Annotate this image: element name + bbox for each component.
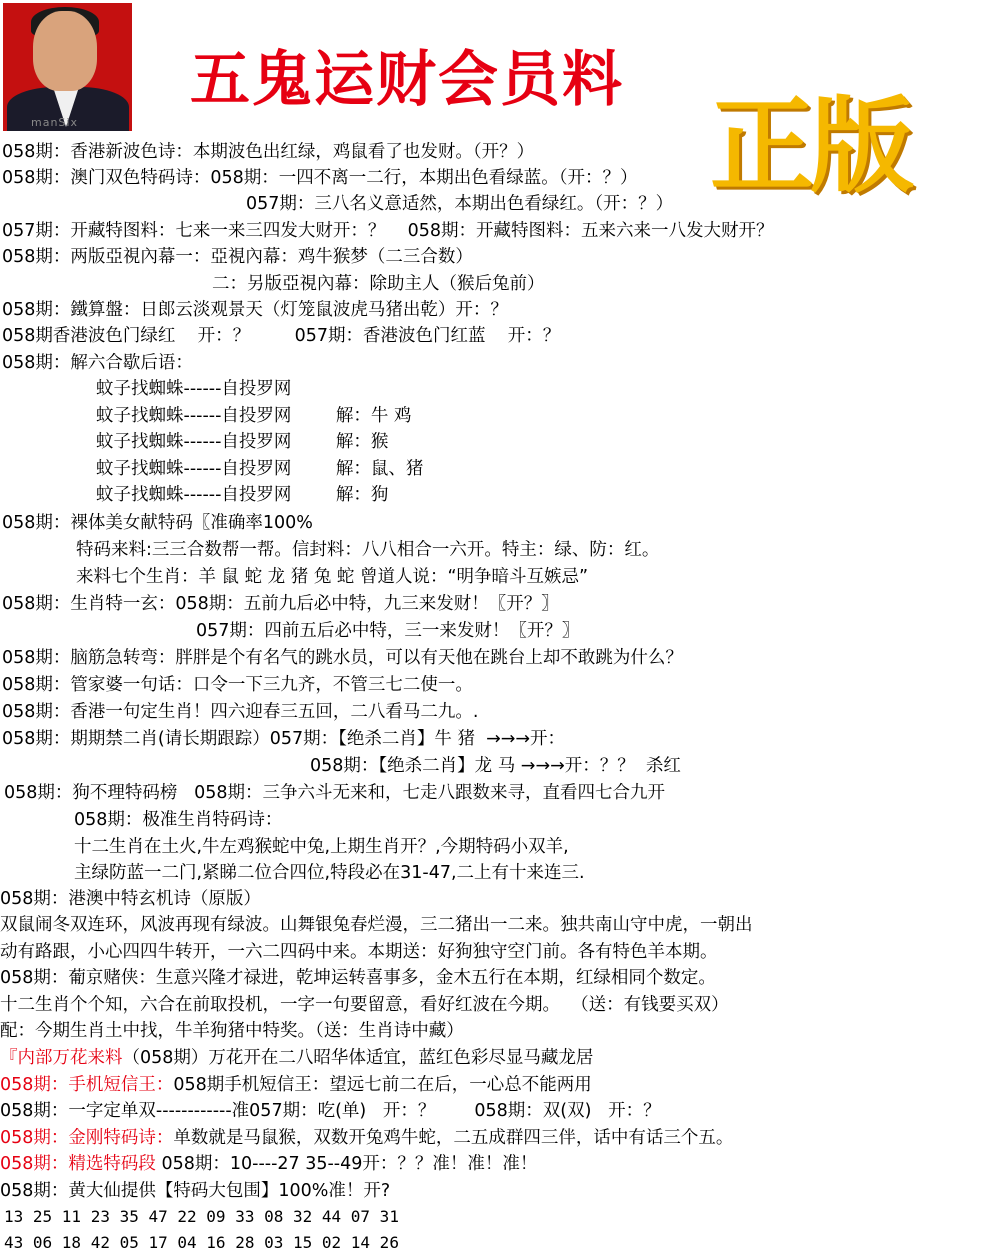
number-row-2: 43 06 18 42 05 17 04 16 28 03 15 02 14 26 xyxy=(4,1233,399,1252)
line-13: 蚊子找蜘蛛------自投罗网 解：鼠、猪 xyxy=(96,459,424,479)
line-35 xyxy=(0,1046,593,1070)
line-38-label: 058期：金刚特码诗： xyxy=(0,1128,174,1148)
line-25: 058期：狗不理特码榜 058期：三争六斗无来和，七走八跟数来寻，直看四七合九开 xyxy=(4,783,665,803)
avatar xyxy=(3,3,132,131)
line-34: 配：今期生肖土中找，牛羊狗猪中特奖。（送：生肖诗中藏） xyxy=(0,1021,464,1041)
line-20: 058期：脑筋急转弯：胖胖是个有名气的跳水员，可以有天他在跳台上却不敢跳为什么？ xyxy=(2,648,683,668)
line-39-label: 058期：精选特码段 xyxy=(0,1154,156,1174)
line-30: 双鼠闹冬双连环，风波再现有绿波。山舞银兔春烂漫，三二猪出一二来。独共南山守中虎，一朝出 xyxy=(0,915,753,935)
line-36 xyxy=(0,1073,592,1097)
line-02: 058期：澳门双色特码诗：058期：一四不离一二行，本期出色看绿蓝。（开：？） xyxy=(2,168,638,188)
line-17: 来料七个生肖：羊 鼠 蛇 龙 猪 兔 蛇 曾道人说：“明争暗斗互嫉忌” xyxy=(76,567,589,587)
line-22: 058期：香港一句定生肖！四六迎春三五回，二八看马二九。. xyxy=(2,702,479,722)
line-35-label: 『内部万花来料 xyxy=(0,1048,123,1068)
line-36-text: 058期手机短信王：望远七前二在后，一心总不能两用 xyxy=(173,1075,592,1095)
avatar-watermark: manSix xyxy=(31,116,78,129)
line-39 xyxy=(0,1152,537,1176)
line-29: 058期：港澳中特玄机诗（原版） xyxy=(0,889,261,909)
line-07: 058期：鐵算盤：日郎云淡观景天（灯笼鼠波虎马猪出乾）开：？ xyxy=(2,300,508,320)
authentic-stamp: 正版 xyxy=(710,84,911,207)
line-04: 057期：开藏特图料：七来一来三四发大财开：？ 058期：开藏特图料：五来六来一八发大财开？ xyxy=(2,221,774,241)
line-23: 058期：期期禁二肖(请长期跟踪）057期：【绝杀二肖】牛 猪 →→→开： xyxy=(2,729,566,749)
line-38-text: 单数就是马鼠猴，双数开兔鸡牛蛇，二五成群四三伴，话中有话三个五。 xyxy=(173,1128,734,1148)
line-39-text: 058期：10----27 35--49开：？？准！准！准！ xyxy=(155,1154,538,1174)
line-05: 058期：两版亞視內幕一：亞視內幕：鸡牛猴梦（二三合数） xyxy=(2,247,473,267)
line-15: 058期：裸体美女献特码〖准确率100% xyxy=(2,513,313,533)
line-21: 058期：管家婆一句话：口令一下三九齐，不管三七二使一。 xyxy=(2,675,473,695)
line-32: 058期：葡京赌侠：生意兴隆才禄进，乾坤运转喜事多，金木五行在本期，红绿相同个数定。 xyxy=(0,968,716,988)
line-35-text: （058期）万花开在二八昭华体适宜，蓝红色彩尽显马藏龙居 xyxy=(122,1048,594,1068)
line-33: 十二生肖个个知，六合在前取投机，一字一句要留意，看好红波在今期。 （送：有钱要买双） xyxy=(0,995,729,1015)
number-row-1: 13 25 11 23 35 47 22 09 33 08 32 44 07 31 xyxy=(4,1207,399,1226)
line-24: 058期：【绝杀二肖】龙 马 →→→开：？？ 杀红 xyxy=(310,756,681,776)
line-26: 058期：极准生肖特码诗： xyxy=(74,810,283,830)
line-19: 057期：四前五后必中特，三一来发财！〖开？〗 xyxy=(196,621,580,641)
line-12: 蚊子找蜘蛛------自投罗网 解：猴 xyxy=(96,432,389,452)
line-40: 058期：黄大仙提供【特码大包围】100%准！开? xyxy=(0,1181,391,1201)
line-11: 蚊子找蜘蛛------自投罗网 解：牛 鸡 xyxy=(96,406,412,426)
line-27: 十二生肖在土火,牛左鸡猴蛇中兔,上期生肖开？,今期特码小双羊, xyxy=(74,837,569,857)
line-09: 058期：解六合歇后语： xyxy=(2,353,193,373)
line-28: 主绿防蓝一二门,紧睇二位合四位,特段必在31-47,二上有十来连三. xyxy=(74,863,585,883)
line-03: 057期：三八名义意适然，本期出色看绿红。（开：？） xyxy=(246,194,674,214)
page-title: 五鬼运财会员料 xyxy=(190,45,624,115)
line-18: 058期：生肖特一玄：058期：五前九后必中特，九三来发财！〖开？〗 xyxy=(2,594,559,614)
line-10: 蚊子找蜘蛛------自投罗网 xyxy=(96,379,292,399)
line-01: 058期：香港新波色诗：本期波色出红绿，鸡鼠看了也发财。（开？） xyxy=(2,142,535,162)
line-36-label: 058期：手机短信王： xyxy=(0,1075,174,1095)
line-08: 058期香港波色门绿红 开：？ 057期：香港波色门红蓝 开：？ xyxy=(2,326,561,346)
line-31: 动有路跟，小心四四牛转开，一六二四码中来。本期送：好狗独守空门前。各有特色羊本期。 xyxy=(0,942,718,962)
line-06: 二：另版亞視內幕：除助主人（猴后兔前） xyxy=(212,274,545,294)
line-38 xyxy=(0,1126,733,1150)
line-16: 特码来料:三三合数帮一帮。信封料：八八相合一六开。特主：绿、防：红。 xyxy=(76,540,660,560)
line-14: 蚊子找蜘蛛------自投罗网 解：狗 xyxy=(96,485,389,505)
line-37: 058期：一字定单双------------准057期：吃(单) 开：？ 058期：双(双) 开：？ xyxy=(0,1101,661,1121)
avatar-face xyxy=(33,11,97,91)
